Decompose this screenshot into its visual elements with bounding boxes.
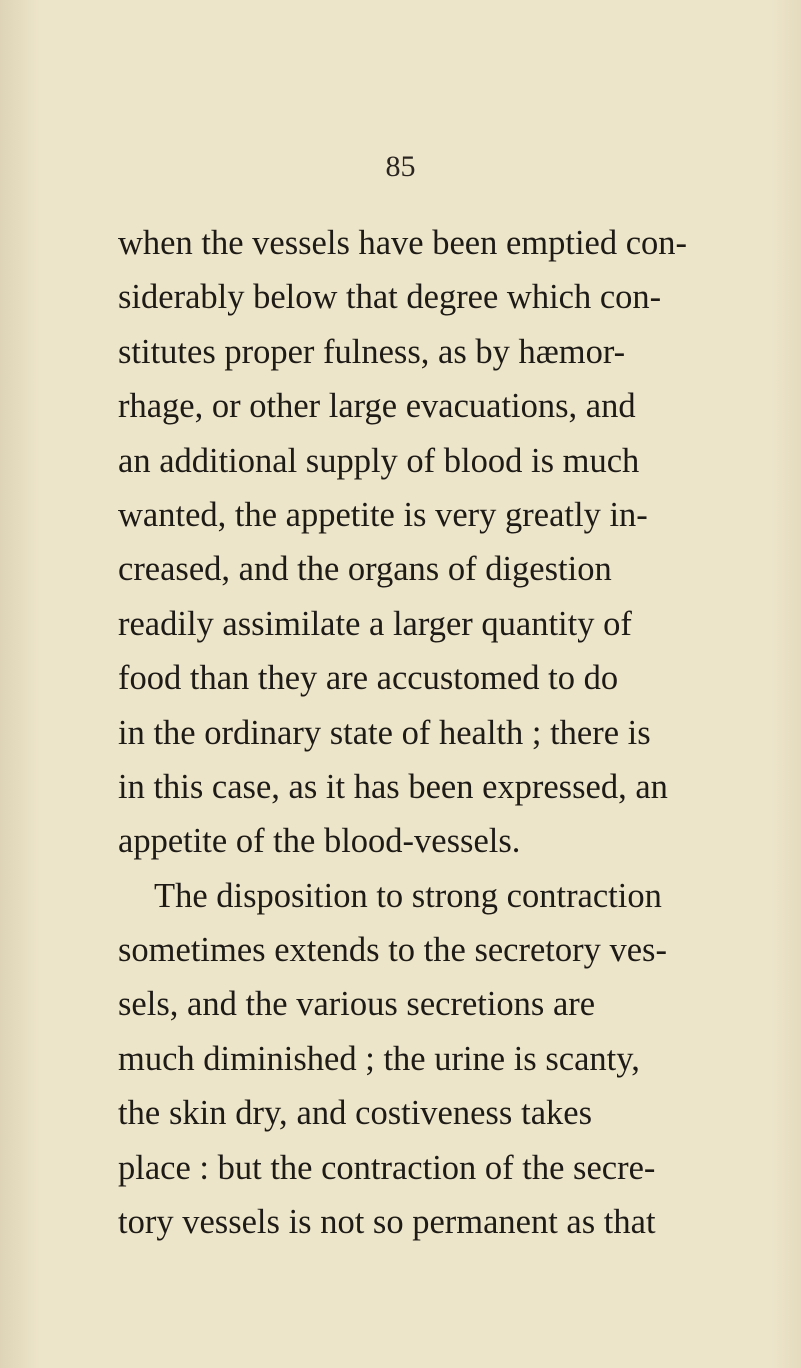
- text-line: rhage, or other large evacuations, and: [118, 387, 636, 426]
- text-line: an additional supply of blood is much: [118, 441, 640, 480]
- text-line: when the vessels have been emptied con-: [118, 224, 688, 262]
- text-line: in this case, as it has been expressed, an: [118, 767, 668, 806]
- text-line: stitutes proper fulness, as by hæmor-: [118, 332, 626, 371]
- text-line: food than they are accustomed to do: [118, 659, 619, 698]
- paragraph-start-line: The disposition to strong contraction: [154, 876, 662, 915]
- text-line: much diminished ; the urine is scanty,: [118, 1039, 640, 1078]
- text-line: readily assimilate a larger quantity of: [118, 604, 632, 643]
- body-text: [118, 216, 688, 1249]
- page-number: 85: [385, 150, 416, 183]
- text-line: sometimes extends to the secretory ves-: [118, 931, 667, 970]
- text-line: creased, and the organs of digestion: [118, 550, 612, 589]
- text-line: place : but the contraction of the secre-: [118, 1148, 656, 1187]
- paragraph-end-line: appetite of the blood-vessels.: [118, 822, 521, 861]
- text-line: in the ordinary state of health ; there is: [118, 713, 651, 752]
- text-line: siderably below that degree which con-: [118, 278, 662, 317]
- text-line: sels, and the various secretions are: [118, 985, 596, 1024]
- text-line: the skin dry, and costiveness takes: [118, 1094, 592, 1133]
- text-line: wanted, the appetite is very greatly in-: [118, 495, 648, 534]
- text-line: tory vessels is not so permanent as that: [118, 1203, 656, 1242]
